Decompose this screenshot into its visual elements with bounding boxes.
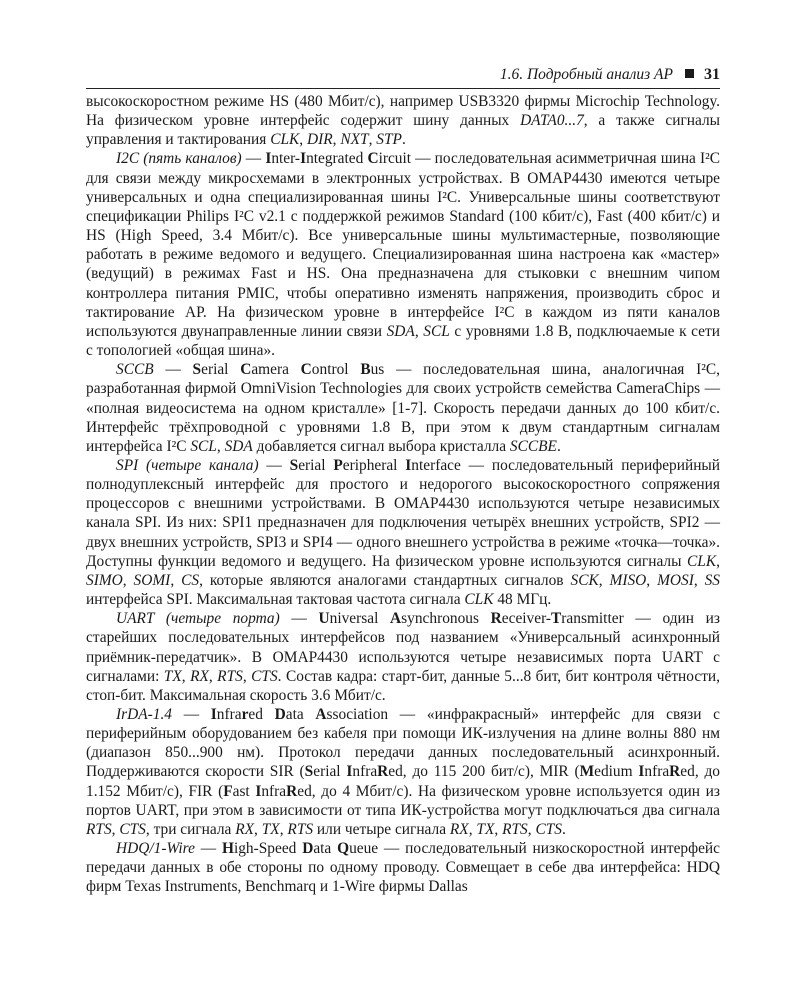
text-run: I: [346, 763, 353, 781]
text-run: CTS: [251, 667, 278, 685]
text-run: —: [279, 610, 319, 628]
text-run: niversal: [329, 610, 391, 628]
page-number: 31: [704, 66, 720, 83]
running-head: [86, 66, 720, 89]
text-run: DATA0...7: [520, 112, 584, 130]
text-run: ntegrated: [306, 150, 368, 168]
text-run: ,: [332, 131, 341, 149]
text-run: ed, до 4 Мбит/с). На физическом уровне используется один из портов UART, при этом в зависимости от типа ИК-устройства могут подключаться два сигнала: [86, 782, 720, 819]
text-run: —: [153, 361, 193, 379]
text-run: интерфейса SPI. Максимальная тактовая частота сигнала: [86, 591, 465, 609]
text-run: synchronous: [401, 610, 491, 628]
text-run: ,: [693, 571, 705, 589]
text-run: nfra: [352, 763, 378, 781]
text-run: r: [241, 706, 249, 723]
text-run: , три сигнала: [145, 820, 236, 838]
text-run: DIR: [306, 131, 333, 149]
text-run: C: [367, 150, 379, 168]
text-run: SDA: [224, 437, 253, 455]
paragraph-i2c: [86, 149, 720, 360]
text-run: Q: [337, 840, 350, 858]
text-run: CLK: [464, 591, 494, 609]
text-run: ,: [111, 820, 120, 838]
text-run: R: [377, 763, 389, 781]
text-run: —: [172, 706, 211, 723]
text-run: B: [360, 361, 371, 379]
text-run: I: [300, 150, 307, 168]
text-run: STP: [376, 131, 402, 149]
text-run: ontrol: [311, 361, 361, 379]
text-run: ,: [716, 552, 720, 570]
text-run: UART (четыре порта): [116, 610, 280, 628]
text-run: ,: [414, 322, 424, 340]
text-run: R: [490, 610, 502, 628]
body-text: [86, 92, 720, 897]
text-run: nfra: [216, 706, 242, 723]
text-run: .: [556, 437, 561, 455]
text-run: добавляется сигнал выбора кристалла: [252, 437, 510, 455]
text-run: nfra: [261, 782, 287, 800]
text-run: nter-: [271, 150, 301, 168]
square-bullet-icon: [685, 69, 694, 78]
text-run: HDQ/1-Wire: [116, 840, 195, 858]
paragraph-hdq: [86, 839, 720, 896]
text-run: MISO: [609, 571, 647, 589]
text-run: SS: [704, 571, 720, 589]
text-run: I: [405, 456, 412, 474]
text-run: S: [289, 456, 299, 474]
text-run: T: [551, 610, 562, 628]
text-run: ,: [299, 131, 307, 149]
text-run: nfra: [644, 763, 670, 781]
text-run: —: [258, 456, 290, 474]
text-run: M: [579, 763, 595, 781]
text-run: MOSI: [657, 571, 694, 589]
text-run: amera: [251, 361, 301, 379]
text-run: edium: [594, 763, 639, 781]
text-run: . Состав кадра: старт-бит, данные 5...8 бит, бит контроля чётности, стоп-бит. Максимальная скорость 3.6 Мбит/с.: [86, 667, 721, 704]
text-run: F: [223, 782, 233, 800]
text-run: SCCB: [116, 361, 154, 379]
text-run: SCL: [190, 437, 217, 455]
text-run: ,: [598, 571, 610, 589]
text-run: CS: [181, 571, 200, 589]
text-run: P: [333, 456, 343, 474]
text-run: ata: [285, 706, 316, 723]
text-run: R: [669, 763, 681, 781]
text-run: ast: [232, 782, 256, 800]
text-run: S: [192, 361, 202, 379]
paragraph-sccb: [86, 360, 720, 456]
text-run: ransmitter — один из старейших последовательных интерфейсов под названием «Универсальный асинхронный приёмник-передатчик». В OMAP4430 используются четыре независимых порта UART с сигналами:: [86, 610, 721, 685]
text-run: ,: [181, 667, 191, 685]
text-run: ssociation — «инфракрасный» интерфейс для связи с периферийным оборудованием без кабеля при помощи ИК-излучения на длине волны 880 нм (диапазон 850...900 нм). Протокол передачи данных последовательный асинхронный. Поддерживаются скорости SIR (: [86, 706, 720, 781]
text-run: TX: [163, 667, 182, 685]
text-run: D: [274, 706, 286, 723]
text-run: erial: [313, 763, 347, 781]
text-run: CTS: [535, 820, 562, 838]
text-run: nterface — последовательный периферийный полнодуплексный интерфейс для простого и недорогого высокоскоростного сопряжения процессоров с внешними устройствами. В OMAP4430 используются четыре независимых канала SPI. Из них: SPI1 предназначен для подключения четырёх внешних устройств, SPI2 — двух внешних устройств, SPI3 и SPI4 — одного внешнего устройства в режиме «точка—точка». Доступны функции ведомого и ведущего. На физическом уровне используются сигналы: [86, 456, 721, 570]
text-run: ,: [494, 820, 503, 838]
text-run: ,: [216, 437, 225, 455]
text-run: RTS: [217, 667, 243, 685]
text-run: erial: [298, 456, 334, 474]
text-run: A: [390, 610, 402, 628]
text-run: R: [286, 782, 298, 800]
text-run: ,: [208, 667, 218, 685]
text-run: ed: [248, 706, 275, 723]
text-run: I: [210, 706, 217, 723]
text-run: SPI (четыре канала): [116, 456, 259, 474]
text-run: —: [194, 840, 222, 858]
text-run: H: [221, 840, 234, 858]
text-run: , а также сигналы управления и тактирования: [86, 112, 720, 149]
text-run: I: [255, 782, 262, 800]
text-run: .: [561, 820, 566, 838]
text-run: ,: [279, 820, 288, 838]
text-run: RX: [235, 820, 255, 838]
text-run: D: [302, 840, 314, 858]
text-run: ,: [170, 571, 182, 589]
text-run: .: [401, 131, 406, 149]
text-run: NXT: [340, 131, 369, 149]
text-run: CTS: [119, 820, 146, 838]
text-run: ueue — последовательный низкоскоростной интерфейс передачи данных в обе стороны по одному проводу. Совмещает в себе два интерфейса: HDQ фирм Texas Instruments, Benchmarq и 1-Wire фирмы Dallas: [86, 840, 720, 896]
paragraph-irda: [86, 705, 720, 839]
text-run: SCL: [423, 322, 450, 340]
text-run: eceiver-: [501, 610, 552, 628]
text-run: CLK: [270, 131, 300, 149]
text-run: ircuit — последовательная асимметричная шина I²C для связи между микросхемами в электронных устройствах. В OMAP4430 имеются четыре универсальных и одна специализированная шины I²C. Универсальные шины соответствуют спецификации Philips I²C v2.1 с поддержкой режимов Standard (100 кбит/с), Fast (400 кбит/с) и HS (High Speed, 3.4 Мбит/с). Все универсальные шины мультимастерные, позволяющие работать в режиме ведомого и ведущего. Специализированная шина настроена как «мастер» (ведущий) в режимах Fast и HS. Она предназначена для стыковки с внешним чипом контроллера питания PMIC, чтобы оперативно изменять напряжения, производить сброс и тактирование AP. На физическом уровне в интерфейсе I²C в каждом из пяти каналов используются двунаправленные линии связи: [86, 150, 721, 340]
text-run: ,: [122, 571, 134, 589]
text-run: RTS: [502, 820, 528, 838]
text-run: erial: [201, 361, 241, 379]
text-run: us — последовательная шина, аналогичная I²C, разработанная фирмой OmniVision Technologies для своих устройств семейства CameraChips — «полная видеосистема на одном кристалле» [1-7]. Скорость передачи данных до 100 кбит/с. Интерфейс трёхпроводной с уровнями 1.8 В, при этом к двум стандартным сигналам интерфейса I²C: [86, 361, 720, 455]
text-run: ,: [527, 820, 536, 838]
text-run: TX: [261, 820, 280, 838]
text-run: RTS: [287, 820, 314, 838]
text-run: RX: [190, 667, 209, 685]
paragraph-spi: [86, 456, 720, 609]
text-run: ,: [254, 820, 262, 838]
text-run: igh-Speed: [233, 840, 303, 858]
text-run: C: [300, 361, 312, 379]
text-run: SIMO: [86, 571, 123, 589]
text-run: 48 МГц.: [493, 591, 552, 609]
text-run: ,: [468, 820, 477, 838]
text-run: I2C (пять каналов): [116, 150, 242, 168]
text-run: I: [265, 150, 272, 168]
text-run: , которые являются аналогами стандартных сигналов: [199, 571, 571, 589]
text-run: eripheral: [342, 456, 406, 474]
text-run: SCK: [570, 571, 599, 589]
text-run: —: [241, 150, 266, 168]
paragraph-usb-continuation: [86, 92, 720, 149]
text-run: S: [304, 763, 314, 781]
text-run: I: [638, 763, 645, 781]
text-run: ,: [368, 131, 377, 149]
text-run: IrDA-1.4: [116, 706, 172, 723]
text-run: или четыре сигнала: [313, 820, 450, 838]
text-run: ed, до 1.152 Мбит/с), FIR (: [86, 763, 720, 800]
text-run: SOMI: [133, 571, 171, 589]
text-run: ,: [646, 571, 658, 589]
text-run: TX: [476, 820, 495, 838]
text-run: ,: [242, 667, 252, 685]
text-run: ed, до 115 200 бит/с), MIR (: [388, 763, 580, 781]
text-run: RTS: [86, 820, 112, 838]
text-run: CLK: [687, 552, 717, 570]
text-run: U: [318, 610, 330, 628]
text-run: RX: [449, 820, 469, 838]
text-run: SDA: [386, 322, 415, 340]
text-run: C: [240, 361, 252, 379]
text-run: ata: [313, 840, 338, 858]
text-run: высокоскоростном режиме HS (480 Мбит/с), например USB3320 фирмы Microchip Technology. На физическом уровне интерфейс содержит шину данных: [86, 93, 720, 130]
text-run: с уровнями 1.8 В, подключаемые к сети с топологией «общая шина».: [86, 322, 720, 360]
section-title: 1.6. Подробный анализ АР: [499, 66, 673, 83]
paragraph-uart: [86, 609, 720, 705]
text-run: SCCBE: [509, 437, 557, 455]
text-run: A: [315, 706, 327, 723]
